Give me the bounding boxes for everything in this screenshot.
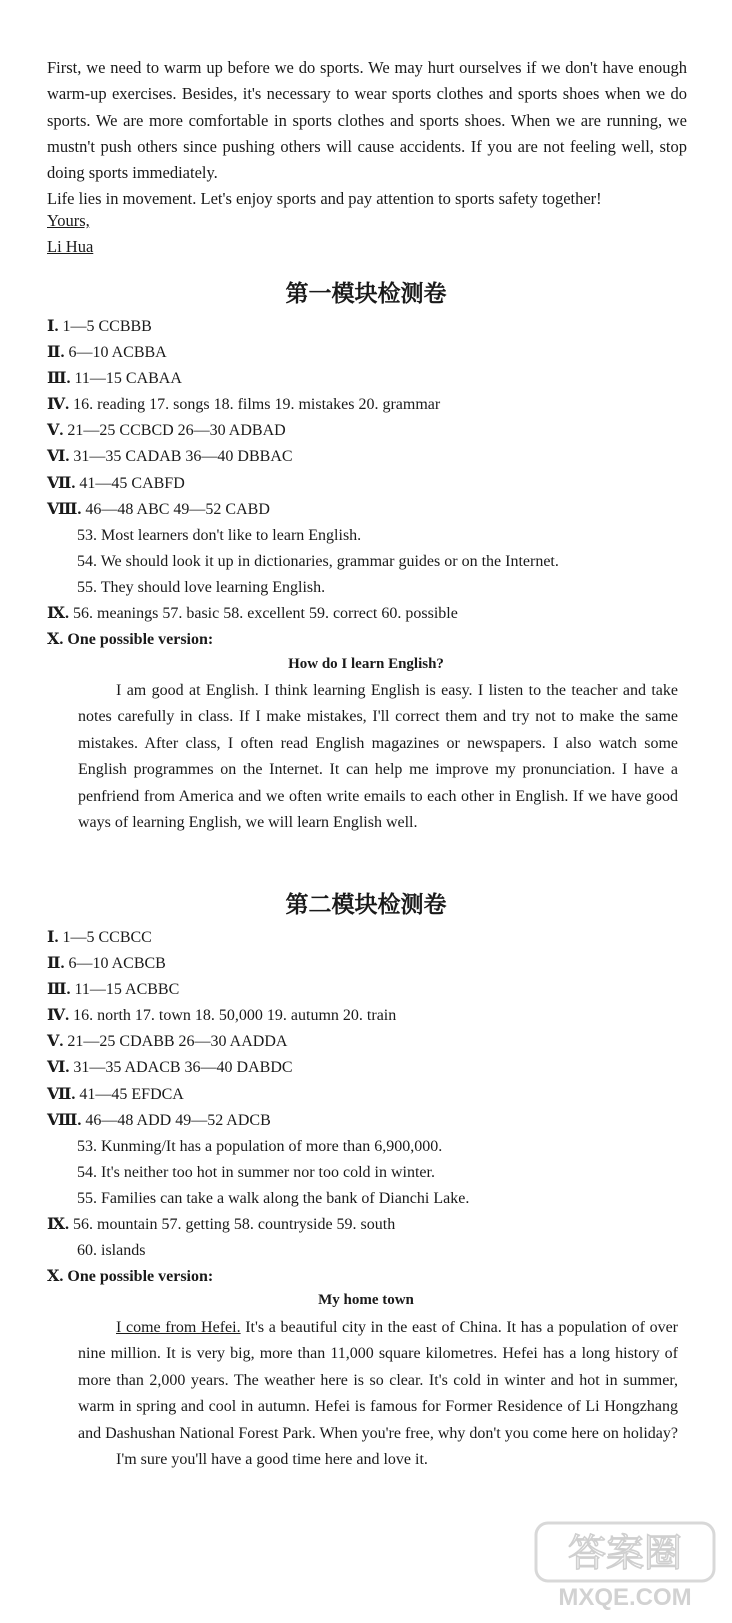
module2-essay <box>78 1315 678 1473</box>
answer-row: Ⅷ. 46—48 ABC 49—52 CABD <box>47 500 270 518</box>
letter-paragraph-2: Life lies in movement. Let's enjoy sports and pay attention to sports safety together! <box>47 189 602 208</box>
answer-row: Ⅲ. 11—15 ACBBC <box>47 981 180 999</box>
watermark-icon <box>534 1521 716 1611</box>
answer-row: Ⅳ. 16. north 17. town 18. 50,000 19. autumn 20. train <box>47 1007 397 1025</box>
answer-row: Ⅵ. 31—35 CADAB 36—40 DBBAC <box>47 448 293 466</box>
answer-row: 60. islands <box>77 1242 146 1260</box>
module2-answers <box>47 925 697 1290</box>
module1-heading: 第一模块检测卷 <box>285 281 447 307</box>
answer-row: Ⅳ. 16. reading 17. songs 18. films 19. mistakes 20. grammar <box>47 396 441 414</box>
answer-row: Ⅰ. 1—5 CCBBB <box>47 318 152 335</box>
answer-row: Ⅴ. 21—25 CCBCD 26—30 ADBAD <box>47 422 286 440</box>
answer-row: 53. Most learners don't like to learn English. <box>77 526 362 544</box>
svg-text:答案圈: 答案圈 <box>567 1531 683 1575</box>
essay-paragraph: I am good at English. I think learning English is easy. I listen to the teacher and take notes carefully in class. If I make mistakes, I'll correct them and try not to make the same mistakes. After class, I often read English magazines or newspapers. I also watch some English programmes on the Internet. It can help me improve my pronunciation. I have a penfriend from America and we often write emails to each other in English. If we have good ways of learning English, we will learn English well. <box>78 682 678 832</box>
svg-text:MXQE.COM: MXQE.COM <box>558 1584 692 1611</box>
module2-essay-title: My home town <box>318 1292 414 1308</box>
essay-paragraph: I come from Hefei. It's a beautiful city in the east of China. It has a population of over nine million. It is very big, more than 11,000 square kilometres. Hefei has a long history of more than 2,000 years. The weather here is so clear. It's cold in winter and hot in summer, warm in spring and cool in autumn. Hefei is famous for Former Residence of Li Hongzhang and Dashushan National Forest Park. When you're free, why don't you come here on holiday? <box>78 1319 679 1442</box>
letter-signature: Li Hua <box>47 237 94 256</box>
answer-row: 54. We should look it up in dictionaries, grammar guides or on the Internet. <box>77 552 559 570</box>
answer-row: Ⅵ. 31—35 ADACB 36—40 DABDC <box>47 1059 293 1077</box>
answer-row: 54. It's neither too hot in summer nor too cold in winter. <box>77 1163 435 1181</box>
answer-row: Ⅹ. One possible version: <box>47 1268 214 1286</box>
answer-row: Ⅴ. 21—25 CDABB 26—30 AADDA <box>47 1033 288 1051</box>
answer-row: Ⅰ. 1—5 CCBCC <box>47 929 152 946</box>
answer-row: Ⅱ. 6—10 ACBCB <box>47 955 166 973</box>
answer-row: Ⅶ. 41—45 EFDCA <box>47 1085 184 1103</box>
answer-row: 55. Families can take a walk along the bank of Dianchi Lake. <box>77 1189 470 1207</box>
module1-essay <box>78 678 678 836</box>
answer-row: Ⅲ. 11—15 CABAA <box>47 370 182 388</box>
answer-row: Ⅹ. One possible version: <box>47 631 214 649</box>
answer-row: Ⅷ. 46—48 ADD 49—52 ADCB <box>47 1111 271 1129</box>
answer-row: Ⅸ. 56. meanings 57. basic 58. excellent 59. correct 60. possible <box>47 605 458 623</box>
answer-row: 53. Kunming/It has a population of more than 6,900,000. <box>77 1137 443 1155</box>
module1-essay-title: How do I learn English? <box>288 656 444 672</box>
letter-paragraph-1: First, we need to warm up before we do sports. We may hurt ourselves if we don't have enough warm-up exercises. Besides, it's necessary to wear sports clothes and sports shoes when we do sports. We are more comfortable in sports clothes and sports shoes. When we are running, we mustn't push others since pushing others will cause accidents. If you are not feeling well, stop doing sports immediately. <box>47 58 687 183</box>
letter-closing: Yours, <box>47 211 90 230</box>
answer-row: Ⅸ. 56. mountain 57. getting 58. countryside 59. south <box>47 1216 396 1234</box>
watermark-logo <box>534 1521 716 1611</box>
answer-row: 55. They should love learning English. <box>77 578 326 596</box>
answer-row: Ⅱ. 6—10 ACBBA <box>47 344 167 362</box>
answer-row: Ⅶ. 41—45 CABFD <box>47 474 185 492</box>
essay-paragraph: I'm sure you'll have a good time here and love it. <box>116 1451 428 1469</box>
module2-heading: 第二模块检测卷 <box>285 892 447 918</box>
module1-answers <box>47 314 697 653</box>
